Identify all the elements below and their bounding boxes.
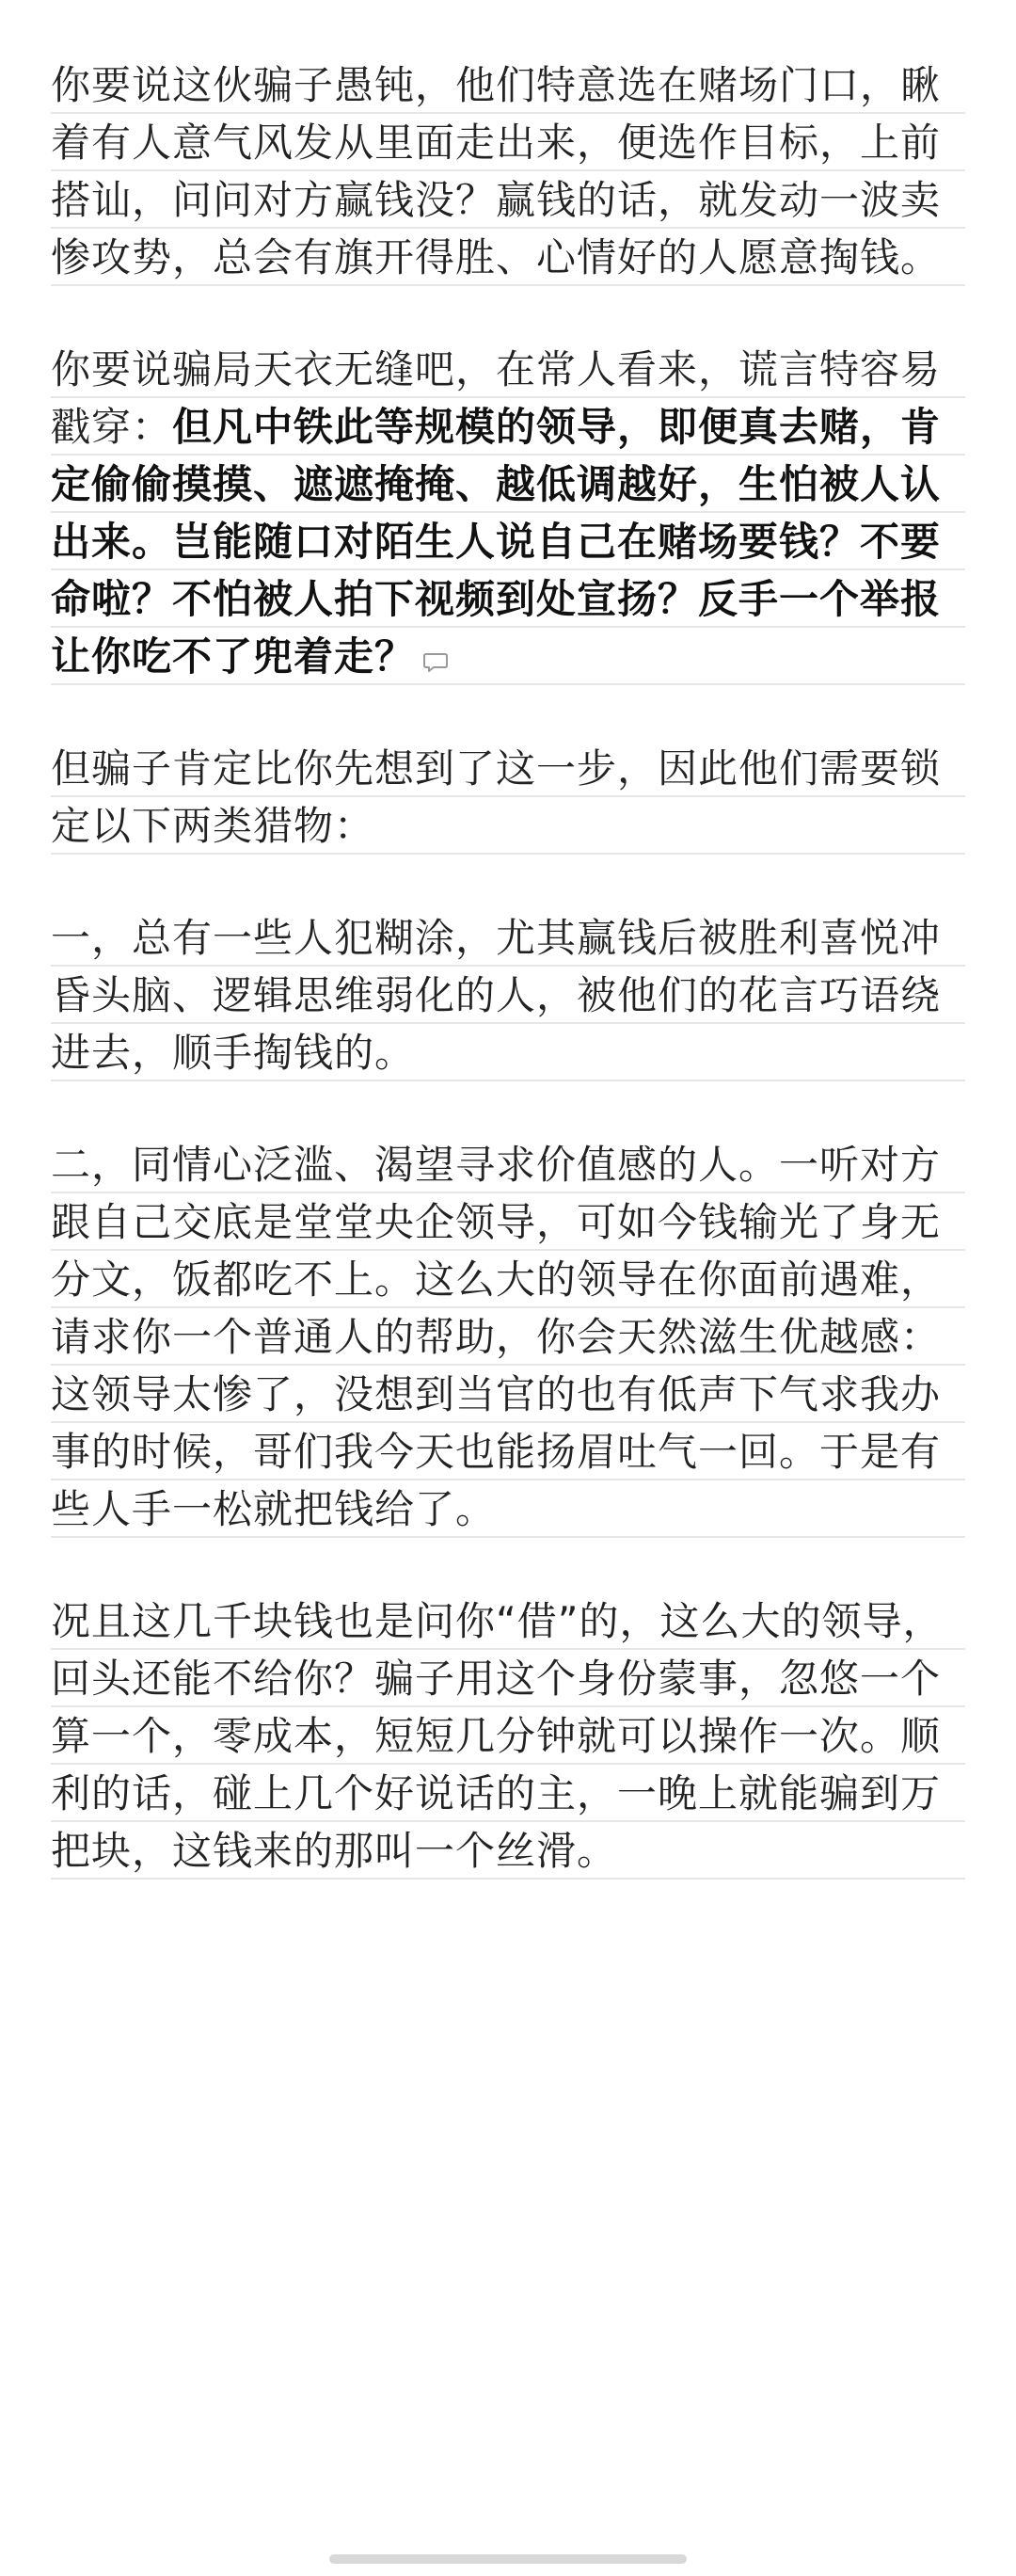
paragraph-6: 况且这几千块钱也是问你“借”的，这么大的领导，回头还能不给你？骗子用这个身份蒙事，忽悠一个算一个，零成本，短短几分钟就可以操作一次。顺利的话，碰上几个好说话的主，一晚上就能骗到万把块，这钱来的那叫一个丝滑。 <box>51 1592 965 1881</box>
paragraph-4: 一，总有一些人犯糊涂，尤其赢钱后被胜利喜悦冲昏头脑、逻辑思维弱化的人，被他们的花言巧语绕进去，顺手掏钱的。 <box>51 909 965 1083</box>
article-body <box>51 56 965 1934</box>
paragraph-2 <box>51 341 965 687</box>
home-indicator <box>329 2554 687 2564</box>
comment-bubble-icon[interactable] <box>422 632 449 654</box>
paragraph-3: 但骗子肯定比你先想到了这一步，因此他们需要锁定以下两类猎物： <box>51 740 965 856</box>
paragraph-1: 你要说这伙骗子愚钝，他们特意选在赌场门口，瞅着有人意气风发从里面走出来，便选作目标，上前搭讪，问问对方赢钱没？赢钱的话，就发动一波卖惨攻势，总会有旗开得胜、心情好的人愿意掏钱。 <box>51 56 965 288</box>
paragraph-5: 二，同情心泛滥、渴望寻求价值感的人。一听对方跟自己交底是堂堂央企领导，可如今钱输光了身无分文，饭都吃不上。这么大的领导在你面前遇难，请求你一个普通人的帮助，你会天然滋生优越感：这领导太惨了，没想到当官的也有低声下气求我办事的时候，哥们我今天也能扬眉吐气一回。于是有些人手一松就把钱给了。 <box>51 1136 965 1540</box>
paragraph-2-text: 你要说骗局天衣无缝吧，在常人看来，谎言特容易戳穿： <box>51 346 942 450</box>
paragraph-2-bold-text: 但凡中铁此等规模的领导，即便真去赌，肯定偷偷摸摸、遮遮掩掩、越低调越好，生怕被人认出来。岂能随口对陌生人说自己在赌场要钱？不要命啦？不怕被人拍下视频到处宣扬？反手一个举报让你吃不了兜着走？ <box>51 404 942 680</box>
